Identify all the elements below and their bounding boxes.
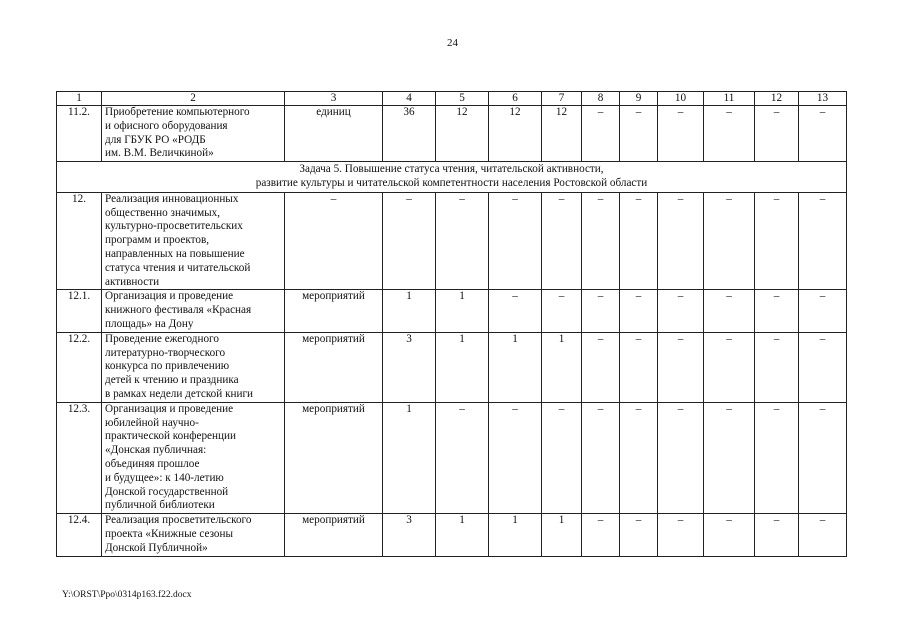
item-value: – xyxy=(542,192,582,290)
item-name-line: площадь» на Дону xyxy=(105,317,194,330)
task-heading xyxy=(57,162,847,193)
item-value: – xyxy=(755,290,799,332)
item-name xyxy=(102,514,285,556)
item-value: – xyxy=(658,402,704,513)
item-value: – xyxy=(620,514,658,556)
column-header: 2 xyxy=(102,92,285,106)
data-table xyxy=(56,91,847,557)
item-value: – xyxy=(582,106,620,162)
item-value: – xyxy=(620,106,658,162)
item-name xyxy=(102,290,285,332)
item-value: 36 xyxy=(383,106,436,162)
item-value: 12 xyxy=(436,106,489,162)
item-value: 1 xyxy=(542,332,582,402)
column-header: 8 xyxy=(582,92,620,106)
item-value: – xyxy=(755,332,799,402)
item-name-line: книжного фестиваля «Красная xyxy=(105,304,252,317)
task-heading-row xyxy=(57,162,847,193)
item-name-line: Организация и проведение xyxy=(105,290,234,303)
item-name-line: в рамках недели детской книги xyxy=(105,387,254,400)
item-name-line: литературно-творческого xyxy=(105,346,226,359)
column-header: 9 xyxy=(620,92,658,106)
item-value: – xyxy=(799,290,847,332)
item-value: – xyxy=(436,402,489,513)
item-name-line: направленных на повышение xyxy=(105,247,245,260)
item-value: – xyxy=(383,192,436,290)
item-name xyxy=(102,192,285,290)
item-value: 1 xyxy=(542,514,582,556)
item-name-line: им. В.М. Величкиной» xyxy=(105,147,214,160)
column-header: 3 xyxy=(285,92,383,106)
item-value: 12 xyxy=(542,106,582,162)
item-value: – xyxy=(658,106,704,162)
item-unit: – xyxy=(285,192,383,290)
item-value: – xyxy=(704,192,755,290)
item-value: 3 xyxy=(383,514,436,556)
item-value: – xyxy=(704,106,755,162)
task-heading-line: Задача 5. Повышение статуса чтения, читательской активности, xyxy=(299,163,604,176)
item-name-line: Реализация просветительского xyxy=(105,514,252,527)
task-heading-line: развитие культуры и читательской компетентности населения Ростовской области xyxy=(255,176,648,189)
item-value: – xyxy=(755,192,799,290)
item-value: – xyxy=(582,332,620,402)
item-number: 12.2. xyxy=(57,332,102,402)
item-unit: мероприятий xyxy=(285,514,383,556)
item-name-line: детей к чтению и праздника xyxy=(105,374,239,387)
column-header: 1 xyxy=(57,92,102,106)
item-value: – xyxy=(658,514,704,556)
item-unit: единиц xyxy=(285,106,383,162)
item-name-line: проекта «Книжные сезоны xyxy=(105,527,234,540)
item-value: 1 xyxy=(489,514,542,556)
item-value: – xyxy=(755,514,799,556)
item-number: 11.2. xyxy=(57,106,102,162)
item-value: – xyxy=(489,192,542,290)
item-value: – xyxy=(658,332,704,402)
item-value: 3 xyxy=(383,332,436,402)
item-number: 12.3. xyxy=(57,402,102,513)
column-header: 5 xyxy=(436,92,489,106)
item-name xyxy=(102,402,285,513)
item-name-line: объединяя прошлое xyxy=(105,457,200,470)
item-name-line: Приобретение компьютерного xyxy=(105,106,250,118)
item-value: 1 xyxy=(436,332,489,402)
footer-file-path: Y:\ORST\Ppo\0314p163.f22.docx xyxy=(62,590,192,600)
item-value: – xyxy=(799,332,847,402)
item-unit: мероприятий xyxy=(285,402,383,513)
item-value: 12 xyxy=(489,106,542,162)
item-value: – xyxy=(704,332,755,402)
item-value: – xyxy=(799,106,847,162)
table-row xyxy=(57,106,847,162)
item-name-line: «Донская публичная: xyxy=(105,444,207,457)
item-name-line: для ГБУК РО «РОДБ xyxy=(105,133,206,146)
item-unit: мероприятий xyxy=(285,332,383,402)
item-value: – xyxy=(755,402,799,513)
item-name-line: и офисного оборудования xyxy=(105,119,228,132)
table-row xyxy=(57,290,847,332)
page-number: 24 xyxy=(447,37,458,49)
item-value: 1 xyxy=(383,402,436,513)
item-value: – xyxy=(620,192,658,290)
item-name-line: культурно-просветительских xyxy=(105,220,243,233)
column-header: 7 xyxy=(542,92,582,106)
item-value: – xyxy=(620,402,658,513)
item-unit: мероприятий xyxy=(285,290,383,332)
column-header: 10 xyxy=(658,92,704,106)
item-value: – xyxy=(755,106,799,162)
item-number: 12.4. xyxy=(57,514,102,556)
item-value: – xyxy=(582,290,620,332)
item-name-line: конкурса по привлечению xyxy=(105,360,230,373)
item-number: 12. xyxy=(57,192,102,290)
table-row xyxy=(57,332,847,402)
item-name-line: активности xyxy=(105,275,160,288)
item-value: – xyxy=(620,332,658,402)
table-row xyxy=(57,402,847,513)
header-row xyxy=(57,92,847,106)
item-name-line: Донской государственной xyxy=(105,485,229,498)
item-name-line: публичной библиотеки xyxy=(105,499,215,512)
item-value: – xyxy=(542,290,582,332)
item-name-line: Реализация инновационных xyxy=(105,192,239,205)
item-value: – xyxy=(542,402,582,513)
column-header: 4 xyxy=(383,92,436,106)
item-value: – xyxy=(799,192,847,290)
item-value: 1 xyxy=(436,514,489,556)
item-name xyxy=(102,106,285,162)
item-value: – xyxy=(658,290,704,332)
item-value: – xyxy=(436,192,489,290)
item-name-line: Донской Публичной» xyxy=(105,541,208,554)
table-body xyxy=(57,92,847,557)
item-name xyxy=(102,332,285,402)
table-row xyxy=(57,192,847,290)
item-value: – xyxy=(799,402,847,513)
item-name-line: общественно значимых, xyxy=(105,206,221,219)
item-number: 12.1. xyxy=(57,290,102,332)
item-name-line: юбилейной научно- xyxy=(105,416,199,429)
item-value: – xyxy=(489,290,542,332)
item-name-line: программ и проектов, xyxy=(105,234,210,247)
column-header: 11 xyxy=(704,92,755,106)
column-header: 12 xyxy=(755,92,799,106)
item-name-line: Организация и проведение xyxy=(105,402,234,415)
item-value: 1 xyxy=(383,290,436,332)
item-value: – xyxy=(489,402,542,513)
item-value: 1 xyxy=(436,290,489,332)
item-value: – xyxy=(704,290,755,332)
item-value: – xyxy=(799,514,847,556)
item-value: 1 xyxy=(489,332,542,402)
column-header: 6 xyxy=(489,92,542,106)
table-row xyxy=(57,514,847,556)
item-value: – xyxy=(582,192,620,290)
column-header: 13 xyxy=(799,92,847,106)
item-name-line: практической конференции xyxy=(105,430,236,443)
item-value: – xyxy=(704,402,755,513)
item-name-line: и будущее»: к 140-летию xyxy=(105,471,224,484)
item-value: – xyxy=(582,514,620,556)
item-value: – xyxy=(704,514,755,556)
item-value: – xyxy=(658,192,704,290)
item-name-line: Проведение ежегодного xyxy=(105,332,219,345)
item-value: – xyxy=(582,402,620,513)
item-value: – xyxy=(620,290,658,332)
item-name-line: статуса чтения и читательской xyxy=(105,261,251,274)
